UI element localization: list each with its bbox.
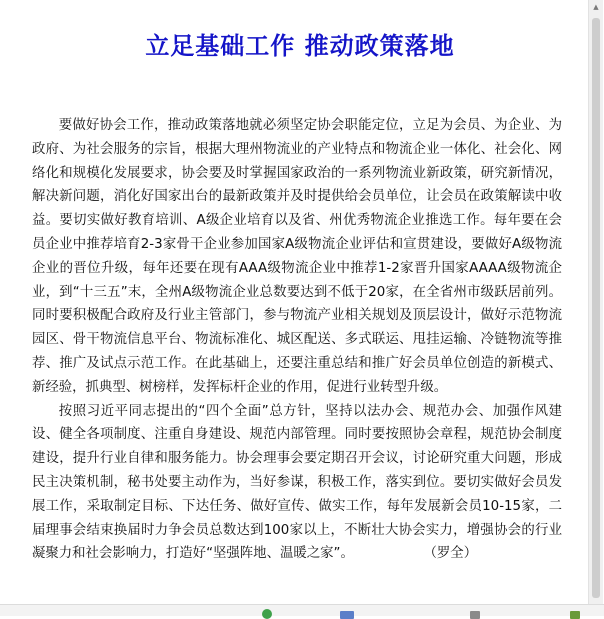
vertical-scrollbar[interactable] [588, 0, 603, 604]
status-blue-icon [340, 611, 354, 619]
status-green-icon [262, 609, 272, 619]
article-body [32, 114, 562, 566]
article-paragraph [32, 400, 562, 567]
article-author: （罗全） [423, 546, 478, 562]
status-gray-icon [470, 611, 480, 619]
paragraph-text: 按照习近平同志提出的“四个全面”总方针，坚持以法办会、规范办会、加强作风建设、健全各项制度、注重自身建设、规范内部管理。同时要按照协会章程，规范协会制度建设，提升行业自律和服务能力。协会理事会要定期召开会议，讨论研究重大问题，形成民主决策机制，秘书处要主动作为，当好参谋，积极工作，落实到位。要切实做好会员发展工作，采取制定目标、下达任务、做好宣传、做实工作，每年发展新会员10-15家，二届理事会结束换届时力争会员总数达到100家以上，不断壮大协会实力，增强协会的行业凝聚力和社会影响力，打造好“坚强阵地、温暖之家”。 [32, 403, 562, 562]
scrollbar-thumb[interactable] [592, 18, 600, 598]
status-olive-icon [570, 611, 580, 619]
article-paragraph: 要做好协会工作，推动政策落地就必须坚定协会职能定位，立足为会员、为企业、为政府、为社会服务的宗旨，根据大理州物流业的产业特点和物流企业一体化、社会化、网络化和规模化发展要求，协会要及时掌握国家政治的一系列物流业新政策，研究新情况，解决新问题，消化好国家出台的最新政策并及时提供给会员单位，让会员在政策解读中收益。要切实做好教育培训、A级企业培育以及省、州优秀物流企业推选工作。每年要在会员企业中推荐培育2-3家骨干企业参加国家A级物流企业评估和宣贯建设，要做好A级物流企业的晋位升级，每年还要在现有AAA级物流企业中推荐1-2家晋升国家AAAA级物流企业，到“十三五”末，全州A级物流企业总数要达到不低于20家，在全省州市级跃居前列。同时要积极配合政府及行业主管部门，参与物流产业相关规划及顶层设计，做好示范物流园区、骨干物流信息平台、物流标准化、城区配送、多式联运、甩挂运输、冷链物流等推荐、推广及试点示范工作。在此基础上，还要注重总结和推广好会员单位创造的新模式、新经验，抓典型、树榜样，发挥标杆企业的作用，促进行业转型升级。 [32, 118, 562, 395]
bottom-status-strip [0, 604, 604, 616]
scroll-up-arrow-icon[interactable]: ▲ [593, 3, 599, 11]
article-title: 立足基础工作 推动政策落地 [145, 31, 455, 60]
